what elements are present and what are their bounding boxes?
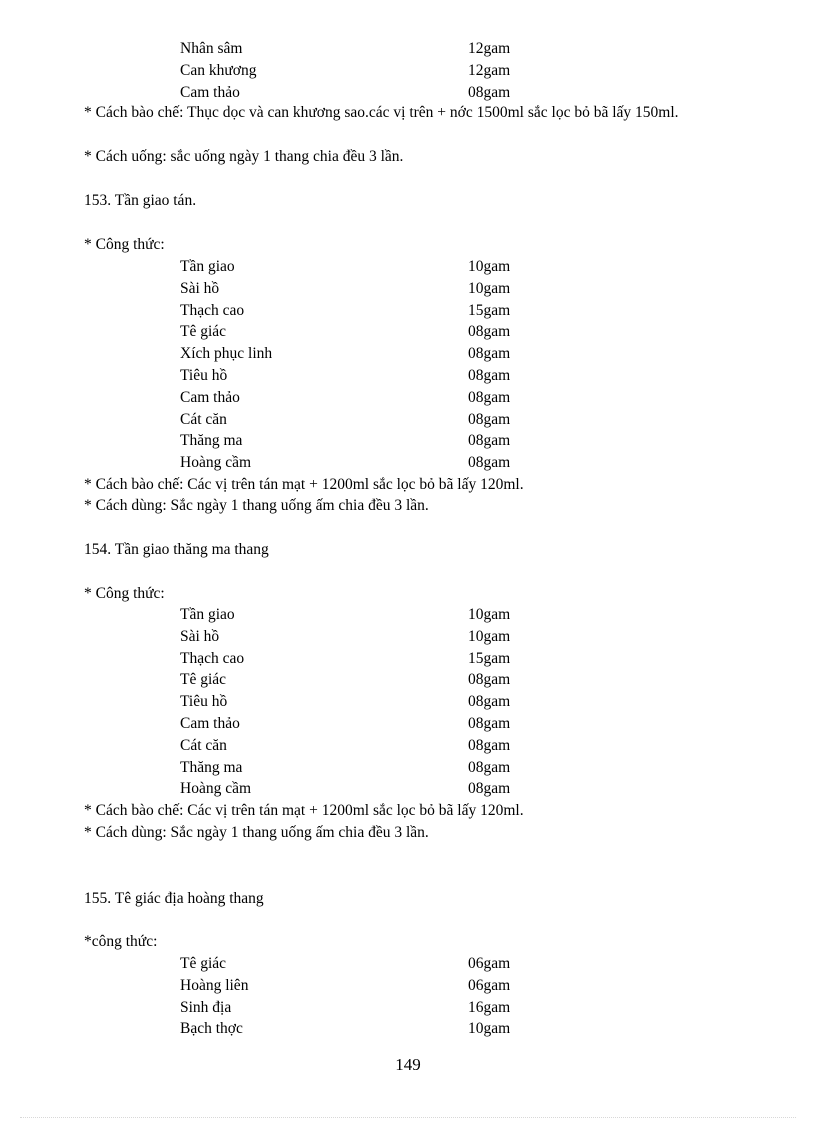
ingredient-name: Sài hồ — [180, 627, 220, 645]
ingredient-quantity: 08gam — [468, 345, 511, 363]
recipe-title-155: 155. Tê giác địa hoàng thang — [84, 890, 264, 907]
ingredient-name: Thăng ma — [180, 432, 243, 450]
usage-text-153: * Cách dùng: Sắc ngày 1 thang uống ấm chia đều 3 lần. — [84, 497, 429, 514]
ingredient-name: Xích phục linh — [180, 345, 273, 363]
page-bottom-divider — [20, 1117, 796, 1118]
ingredient-quantity: 08gam — [468, 715, 511, 732]
ingredient-name: Tê giác — [180, 955, 227, 972]
recipe-title-153: 153. Tần giao tán. — [84, 192, 197, 209]
preparation-text-153: * Cách bào chế: Các vị trên tán mạt + 1200ml sắc lọc bỏ bã lấy 120ml. — [84, 476, 524, 493]
ingredient-quantity: 08gam — [468, 780, 511, 798]
ingredient-quantity: 10gam — [468, 258, 511, 275]
ingredient-quantity: 12gam — [468, 61, 511, 79]
ingredient-quantity: 08gam — [468, 323, 511, 341]
ingredient-name: Thạch cao — [180, 649, 245, 667]
preparation-text: * Cách bào chế: Thục dọc và can khương sao.các vị trên + nớc 1500ml sắc lọc bỏ bã lấy 150ml. — [84, 104, 679, 121]
ingredient-name: Hoàng liên — [180, 976, 249, 994]
ingredient-name: Tiêu hồ — [180, 693, 228, 711]
ingredient-quantity: 08gam — [468, 454, 511, 472]
formula-label-154: * Công thức: — [84, 585, 165, 602]
ingredient-name: Can khương — [180, 61, 257, 79]
ingredient-name: Tần giao — [180, 258, 235, 275]
ingredient-name: Sài hồ — [180, 279, 220, 297]
ingredient-name: Sinh địa — [180, 998, 232, 1016]
usage-text: * Cách uống: sắc uống ngày 1 thang chia đều 3 lần. — [84, 148, 404, 165]
ingredient-name: Tê giác — [180, 671, 227, 689]
ingredient-name: Hoàng cầm — [180, 454, 252, 472]
ingredient-name: Thăng ma — [180, 758, 243, 776]
formula-label-153: * Công thức: — [84, 236, 165, 253]
ingredient-name: Cát căn — [180, 410, 227, 428]
usage-text-154: * Cách dùng: Sắc ngày 1 thang uống ấm chia đều 3 lần. — [84, 824, 429, 841]
page-number: 149 — [395, 1055, 421, 1074]
ingredient-quantity: 08gam — [468, 367, 511, 384]
ingredient-quantity: 15gam — [468, 301, 511, 319]
ingredient-quantity: 08gam — [468, 388, 511, 406]
ingredient-quantity: 06gam — [468, 955, 511, 972]
ingredient-quantity: 08gam — [468, 758, 511, 776]
ingredient-name: Tê giác — [180, 323, 227, 341]
ingredient-quantity: 12gam — [468, 40, 511, 57]
ingredient-name: Cam thảo — [180, 715, 240, 732]
preparation-text-154: * Cách bào chế: Các vị trên tán mạt + 1200ml sắc lọc bỏ bã lấy 120ml. — [84, 802, 524, 819]
ingredient-quantity: 08gam — [468, 432, 511, 450]
ingredient-quantity: 10gam — [468, 279, 511, 297]
ingredient-name: Nhân sâm — [180, 40, 243, 57]
ingredient-quantity: 08gam — [468, 671, 511, 689]
ingredient-name: Bạch thợc — [180, 1020, 243, 1038]
ingredient-quantity: 08gam — [468, 693, 511, 711]
ingredient-quantity: 08gam — [468, 83, 511, 101]
recipe-title-154: 154. Tần giao thăng ma thang — [84, 541, 269, 558]
ingredient-quantity: 15gam — [468, 649, 511, 667]
ingredient-quantity: 08gam — [468, 410, 511, 428]
ingredient-quantity: 16gam — [468, 998, 511, 1016]
ingredient-name: Tần giao — [180, 606, 235, 623]
ingredient-quantity: 10gam — [468, 1020, 511, 1038]
ingredient-name: Cam thảo — [180, 388, 240, 406]
ingredient-quantity: 10gam — [468, 606, 511, 623]
ingredient-name: Cam thảo — [180, 83, 240, 101]
ingredient-quantity: 10gam — [468, 627, 511, 645]
ingredient-name: Cát căn — [180, 736, 227, 754]
formula-label-155: *công thức: — [84, 933, 158, 950]
ingredient-name: Tiêu hồ — [180, 367, 228, 384]
ingredient-name: Thạch cao — [180, 301, 245, 319]
ingredient-quantity: 06gam — [468, 976, 511, 994]
ingredient-name: Hoàng cầm — [180, 780, 252, 798]
ingredient-quantity: 08gam — [468, 736, 511, 754]
